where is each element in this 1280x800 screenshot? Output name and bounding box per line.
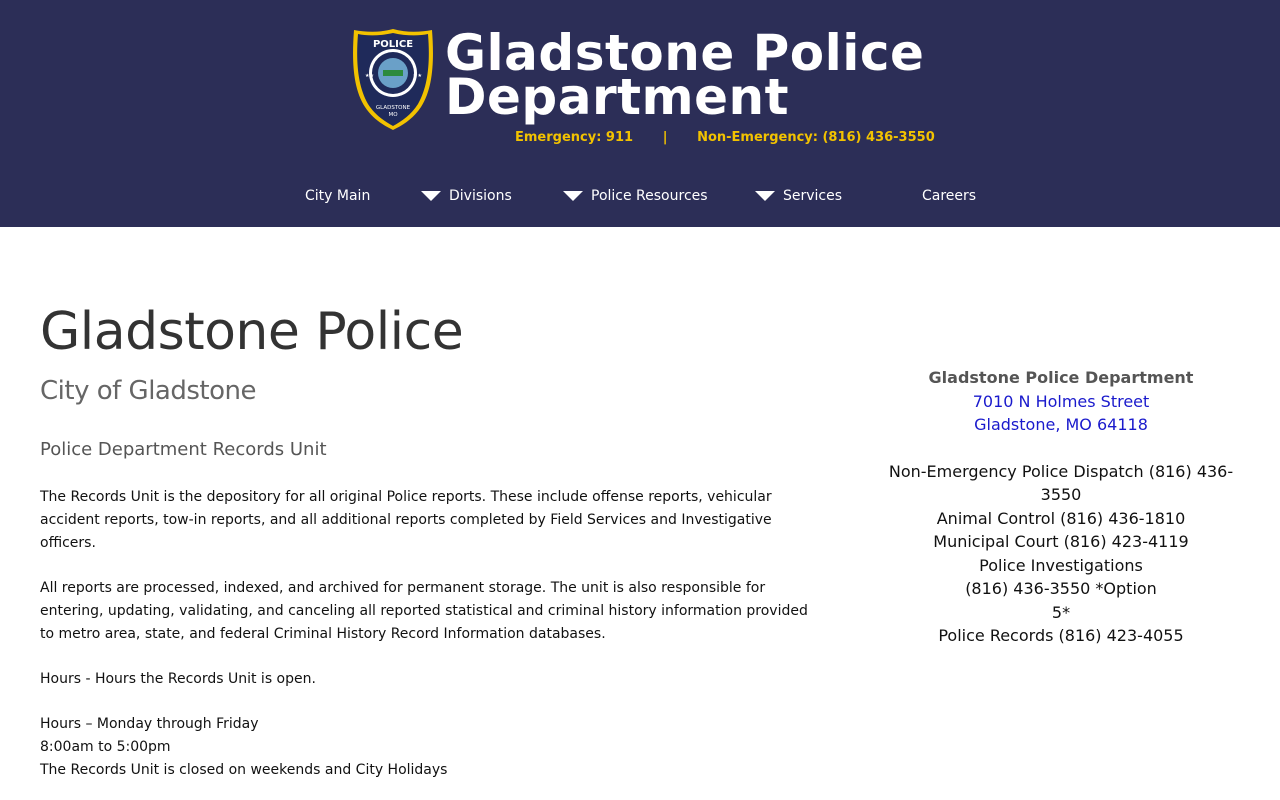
contact-sidebar xyxy=(880,366,1242,648)
emergency-number: Emergency: 911 xyxy=(515,130,634,145)
phone-dispatch: Non-Emergency Police Dispatch (816) 436-3550 xyxy=(888,461,1234,504)
nav-item-label: Careers xyxy=(922,188,977,204)
main-content xyxy=(40,300,820,782)
phone-investigations: Police Investigations (816) 436-3550 *Option 5* xyxy=(965,555,1157,622)
phone-municipal-court: Municipal Court (816) 423-4119 xyxy=(933,532,1189,551)
nav-item-label: Services xyxy=(783,188,843,204)
nav-item-city-main[interactable] xyxy=(305,180,370,212)
caret-down-icon xyxy=(755,191,775,201)
site-header xyxy=(0,0,1280,227)
records-processing-description: All reports are processed, indexed, and archived for permanent storage. The unit is also responsible for entering, updating, validating, and canceling all reported statistical and criminal history information provided to metro area, state, and federal Criminal History Record Information databases. xyxy=(40,580,808,642)
site-title-line2: Department xyxy=(445,68,790,126)
site-title[interactable] xyxy=(445,24,925,126)
hours-intro: Hours - Hours the Records Unit is open. xyxy=(40,671,316,687)
address-link-street[interactable]: 7010 N Holmes Street xyxy=(972,391,1150,411)
hours-closed-note: The Records Unit is closed on weekends and City Holidays xyxy=(40,762,448,778)
nav-item-careers[interactable] xyxy=(922,180,976,212)
caret-down-icon xyxy=(421,191,441,201)
nav-item-services[interactable] xyxy=(755,180,842,212)
section-heading: Police Department Records Unit xyxy=(40,439,327,460)
nav-item-divisions[interactable] xyxy=(421,180,512,212)
nav-item-police-resources[interactable] xyxy=(563,180,708,212)
page-title: Gladstone Police xyxy=(40,302,464,362)
org-name: Gladstone Police Department xyxy=(928,368,1194,387)
spacer xyxy=(880,437,1242,460)
main-nav xyxy=(0,180,1280,212)
phone-records: Police Records (816) 423-4055 xyxy=(938,626,1184,645)
police-badge-logo[interactable] xyxy=(351,27,435,131)
svg-text:★★: ★★ xyxy=(365,73,374,79)
site-title-line1: Gladstone Police xyxy=(445,24,925,82)
hours-times: 8:00am to 5:00pm xyxy=(40,739,171,755)
records-unit-description: The Records Unit is the depository for all original Police reports. These include offense reports, vehicular accident reports, tow-in reports, and all additional reports completed by Field Services and Investigative officers. xyxy=(40,489,772,551)
svg-text:MO: MO xyxy=(388,112,398,118)
caret-down-icon xyxy=(563,191,583,201)
address-link-city[interactable]: Gladstone, MO 64118 xyxy=(974,415,1148,434)
non-emergency-number: Non-Emergency: (816) 436-3550 xyxy=(697,130,935,145)
phone-animal-control: Animal Control (816) 436-1810 xyxy=(936,508,1186,528)
svg-text:★★: ★★ xyxy=(413,73,422,79)
svg-text:POLICE: POLICE xyxy=(372,39,414,50)
nav-item-label: Police Resources xyxy=(591,188,708,204)
nav-item-label: City Main xyxy=(305,188,371,204)
svg-text:GLADSTONE: GLADSTONE xyxy=(375,105,411,111)
nav-item-label: Divisions xyxy=(449,188,512,204)
contact-separator: | xyxy=(662,130,668,145)
hours-days: Hours – Monday through Friday xyxy=(40,716,259,732)
contact-numbers xyxy=(515,130,935,145)
hours-block xyxy=(40,713,820,782)
city-subtitle: City of Gladstone xyxy=(40,376,256,406)
